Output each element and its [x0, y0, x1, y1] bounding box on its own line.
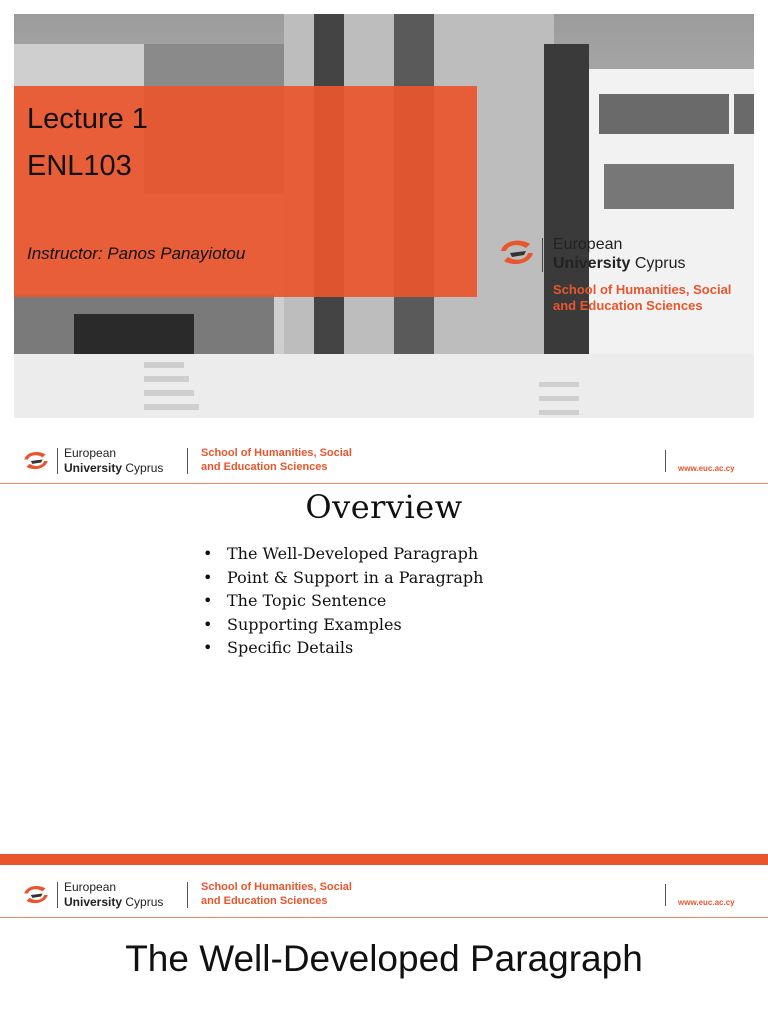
slide-title: Overview	[305, 488, 463, 526]
instructor-name: Instructor: Panos Panayiotou	[27, 244, 246, 263]
school-name: School of Humanities, Social and Education Sciences	[201, 881, 352, 907]
logo-text-european: European	[64, 880, 117, 894]
logo-text-university-cyprus: University Cyprus	[64, 461, 164, 475]
school-name: School of Humanities, Social and Education Sciences	[201, 447, 352, 473]
euc-logo-mark-icon	[22, 884, 50, 906]
slide-header	[14, 440, 754, 480]
title-slide	[0, 0, 768, 418]
logo-text-european: European	[64, 446, 117, 460]
list-item: • The Well-Developed Paragraph	[203, 542, 483, 566]
website-url: www.euc.ac.cy	[678, 464, 735, 473]
logo-text-university-cyprus: University Cyprus	[553, 255, 686, 272]
logo-divider	[542, 238, 543, 272]
slide-divider-band	[0, 854, 768, 865]
lecture-number: Lecture 1	[27, 103, 148, 135]
header-divider	[665, 884, 666, 906]
website-url: www.euc.ac.cy	[678, 898, 735, 907]
header-divider	[187, 448, 188, 474]
slide-title: The Well-Developed Paragraph	[125, 938, 643, 979]
euc-logo-mark-icon	[498, 238, 536, 268]
logo-text-european: European	[553, 236, 623, 253]
header-divider	[187, 882, 188, 908]
list-item: • Specific Details	[203, 636, 483, 660]
list-item: • Point & Support in a Paragraph	[203, 566, 483, 590]
school-name: School of Humanities, Social and Education Sciences	[553, 282, 732, 313]
logo-divider	[57, 448, 58, 474]
header-divider	[665, 450, 666, 472]
course-code: ENL103	[27, 150, 132, 182]
list-item: • The Topic Sentence	[203, 589, 483, 613]
list-item: • Supporting Examples	[203, 613, 483, 637]
overview-list	[203, 542, 483, 660]
header-rule	[0, 917, 768, 918]
euc-logo-mark-icon	[22, 450, 50, 472]
header-rule	[0, 483, 768, 484]
slide-header	[14, 874, 754, 914]
logo-text-university-cyprus: University Cyprus	[64, 895, 164, 909]
logo-divider	[57, 882, 58, 908]
